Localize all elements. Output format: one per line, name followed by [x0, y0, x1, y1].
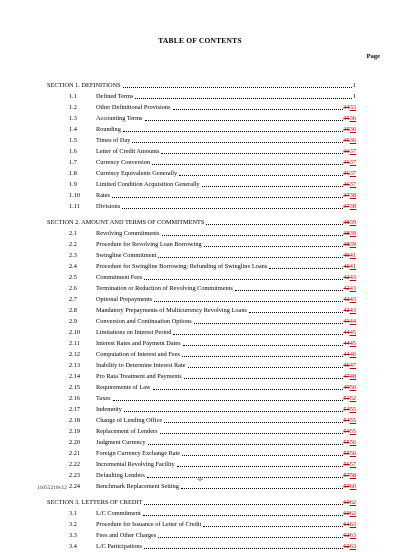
toc-entry-row [0, 519, 400, 530]
toc-entry-row [0, 91, 400, 102]
deleted-page-number: 55 [343, 450, 350, 457]
toc-dot-leader [173, 333, 343, 335]
toc-page-ref [331, 102, 356, 113]
toc-entry-row [0, 250, 400, 261]
deleted-page-number: 60 [343, 499, 350, 506]
toc-entry-number: 2.8 [69, 307, 77, 314]
inserted-page-number: 55 [349, 428, 356, 435]
toc-entry-number: 1.11 [69, 203, 80, 210]
toc-entry-number: 3.3 [69, 532, 77, 539]
toc-section-title: SECTION 3. LETTERS OF CREDIT [47, 499, 143, 506]
toc-dot-leader [145, 119, 343, 121]
deleted-page-number: 38 [343, 241, 350, 248]
toc-entry-row [0, 426, 400, 437]
toc-entry-title: Taxes [96, 395, 111, 402]
toc-page-ref [331, 294, 356, 305]
toc-entry-number: 1.2 [69, 104, 77, 111]
deleted-page-number: 35 [343, 137, 350, 144]
toc-page-ref [331, 382, 356, 393]
toc-entry-title: Defaulting Lenders [96, 472, 145, 479]
toc-page-ref [331, 250, 356, 261]
toc-page-ref [331, 426, 356, 437]
inserted-page-number: 62 [349, 499, 356, 506]
toc-entry-row [0, 508, 400, 519]
toc-entry-title: L/C Commitment [96, 510, 141, 517]
inserted-page-number: 44 [349, 318, 356, 325]
toc-title: TABLE OF CONTENTS [158, 36, 242, 45]
toc-entry-number: 2.13 [69, 362, 81, 369]
deleted-page-number: 44 [343, 329, 350, 336]
toc-entry-number: 2.9 [69, 318, 77, 325]
toc-entry-row [0, 201, 400, 212]
toc-dot-leader [154, 300, 343, 302]
toc-entry-number: 1.7 [69, 159, 77, 166]
toc-page-ref [331, 360, 356, 371]
toc-entry-title: Rates [96, 192, 110, 199]
inserted-page-number: 43 [349, 274, 356, 281]
toc-page-ref [331, 228, 356, 239]
toc-entry-title: Conversion and Continuation Options [96, 318, 192, 325]
toc-page-ref [331, 349, 356, 360]
toc-entry-number: 2.12 [69, 351, 81, 358]
inserted-page-number: 36 [349, 126, 356, 133]
toc-entry-title: Rounding [96, 126, 121, 133]
toc-entry-row [0, 360, 400, 371]
toc-section-row [0, 80, 400, 91]
toc-dot-leader [144, 547, 343, 549]
deleted-page-number: 37 [343, 203, 350, 210]
deleted-page-number: 37 [343, 192, 350, 199]
toc-dot-leader [184, 377, 343, 379]
toc-entry-title: Limitations on Interest Period [96, 329, 172, 336]
deleted-page-number: 55 [343, 439, 350, 446]
toc-section-title: SECTION 1. DEFINITIONS [47, 82, 121, 89]
toc-entry-number: 2.16 [69, 395, 81, 402]
inserted-page-number: 36 [349, 137, 356, 144]
deleted-page-number: 44 [343, 351, 350, 358]
toc-page-ref [331, 338, 356, 349]
deleted-page-number: 42 [343, 296, 350, 303]
toc-page-ref [331, 305, 356, 316]
toc-entry-title: Optional Prepayments [96, 296, 153, 303]
toc-entry-row [0, 349, 400, 360]
toc-dot-leader [144, 278, 343, 280]
deleted-page-number: 36 [343, 170, 350, 177]
toc-entry-number: 3.1 [69, 510, 77, 517]
toc-entry-number: 1.5 [69, 137, 77, 144]
toc-entry-title: Foreign Currency Exchange Rate [96, 450, 181, 457]
toc-entry-row [0, 190, 400, 201]
toc-entry-number: 2.20 [69, 439, 81, 446]
toc-entry-number: 2.10 [69, 329, 81, 336]
toc-dot-leader [153, 388, 343, 390]
deleted-page-number: 36 [343, 148, 350, 155]
toc-entry-row [0, 239, 400, 250]
toc-entry-number: 2.22 [69, 461, 81, 468]
toc-entry-number: 1.10 [69, 192, 81, 199]
toc-dot-leader [204, 245, 343, 247]
inserted-page-number: 55 [349, 417, 356, 424]
toc-dot-leader [202, 185, 343, 187]
toc-entry-number: 2.23 [69, 472, 81, 479]
inserted-page-number: 39 [349, 241, 356, 248]
toc-dot-leader [182, 355, 343, 357]
toc-entry-row [0, 393, 400, 404]
toc-entry-row [0, 371, 400, 382]
toc-page-ref [331, 80, 356, 91]
deleted-page-number: 60 [343, 510, 350, 517]
toc-dot-leader [158, 536, 343, 538]
toc-entry-number: 2.15 [69, 384, 81, 391]
toc-entry-title: Accounting Terms [96, 115, 143, 122]
toc-entry-row [0, 404, 400, 415]
toc-dot-leader [158, 256, 343, 258]
toc-entry-row [0, 228, 400, 239]
toc-entry-number: 2.1 [69, 230, 77, 237]
toc-dot-leader [123, 86, 352, 88]
toc-entry-title: Currency Equivalents Generally [96, 170, 178, 177]
deleted-page-number: 56 [343, 461, 350, 468]
deleted-page-number: 51 [343, 395, 350, 402]
toc-entry-row [0, 327, 400, 338]
toc-page-ref [331, 459, 356, 470]
deleted-page-number: 35 [343, 126, 350, 133]
toc-entry-title: Currency Conversion [96, 159, 151, 166]
document-id: 11055218v12 [37, 485, 68, 491]
deleted-page-number: 49 [343, 384, 350, 391]
toc-entry-title: Interest Rates and Payment Dates [96, 340, 181, 347]
toc-page-ref [331, 190, 356, 201]
toc-entry-number: 2.6 [69, 285, 77, 292]
inserted-page-number: 57 [349, 461, 356, 468]
toc-page-ref [331, 448, 356, 459]
toc-page-ref [331, 261, 356, 272]
deleted-page-number: 54 [343, 406, 350, 413]
inserted-page-number: 41 [349, 263, 356, 270]
toc-dot-leader [122, 207, 343, 209]
toc-page-ref [331, 437, 356, 448]
toc-dot-leader [183, 344, 343, 346]
toc-page-ref [331, 283, 356, 294]
toc-entry-row [0, 283, 400, 294]
inserted-page-number: 63 [349, 543, 356, 550]
toc-entry-title: Incremental Revolving Facility [96, 461, 175, 468]
deleted-page-number: 47 [343, 373, 350, 380]
toc-page-ref [331, 146, 356, 157]
toc-page-ref [331, 415, 356, 426]
toc-entry-number: 2.4 [69, 263, 77, 270]
toc-entry-number: 3.4 [69, 543, 77, 550]
deleted-page-number: 54 [343, 417, 350, 424]
toc-entry-row [0, 437, 400, 448]
toc-entry-title: Fees and Other Charges [96, 532, 157, 539]
toc-entry-row [0, 459, 400, 470]
inserted-page-number: 58 [349, 472, 356, 479]
toc-entry-title: Other Definitional Provisions [96, 104, 171, 111]
toc-entry-title: Commitment Fees [96, 274, 143, 281]
toc-entry-title: Change of Lending Office [96, 417, 163, 424]
toc-dot-leader [143, 514, 343, 516]
toc-entry-number: 2.7 [69, 296, 77, 303]
inserted-page-number: 62 [349, 510, 356, 517]
deleted-page-number: 34 [343, 104, 350, 111]
toc-entry-title: Swingline Commitment [96, 252, 157, 259]
deleted-page-number: 62 [343, 532, 350, 539]
deleted-page-number: 36 [343, 159, 350, 166]
toc-entry-title: Mandatory Prepayments of Multicurrency Revolving Loans [96, 307, 247, 314]
toc-dot-leader [135, 97, 352, 99]
toc-page-ref [331, 393, 356, 404]
inserted-page-number: 37 [349, 170, 356, 177]
toc-entry-title: L/C Participations [96, 543, 142, 550]
toc-entry-number: 2.11 [69, 340, 80, 347]
deleted-page-number: 35 [343, 115, 350, 122]
toc-entry-number: 2.2 [69, 241, 77, 248]
toc-dot-leader [112, 196, 343, 198]
inserted-page-number: 43 [349, 285, 356, 292]
toc-entry-number: 1.3 [69, 115, 77, 122]
toc-section-row [0, 217, 400, 228]
toc-page-ref [331, 272, 356, 283]
toc-dot-leader [164, 421, 343, 423]
toc-entry-row [0, 338, 400, 349]
toc-entry-row [0, 135, 400, 146]
toc-entry-row [0, 382, 400, 393]
toc-page-ref [331, 168, 356, 179]
toc-entry-title: Revolving Commitments [96, 230, 160, 237]
toc-dot-leader [162, 234, 343, 236]
inserted-page-number: 45 [349, 340, 356, 347]
inserted-page-number: 48 [349, 373, 356, 380]
toc-entry-row [0, 113, 400, 124]
deleted-page-number: 46 [343, 362, 350, 369]
page-number: -i- [196, 476, 204, 483]
inserted-page-number: 63 [349, 532, 356, 539]
toc-entry-title: Judgment Currency [96, 439, 146, 446]
toc-entry-title: Limited Condition Acquisition Generally [96, 181, 200, 188]
deleted-page-number: 40 [343, 263, 350, 270]
toc-entry-title: Defined Terms [96, 93, 134, 100]
deleted-page-number: 38 [343, 219, 350, 226]
toc-dot-leader [181, 487, 343, 489]
toc-entry-number: 3.2 [69, 521, 77, 528]
inserted-page-number: 37 [349, 159, 356, 166]
deleted-page-number: 38 [343, 230, 350, 237]
toc-entry-number: 2.24 [69, 483, 81, 490]
toc-dot-leader [173, 108, 343, 110]
deleted-page-number: 61 [343, 521, 350, 528]
toc-page-ref [331, 157, 356, 168]
toc-dot-leader [182, 454, 343, 456]
toc-entry-row [0, 124, 400, 135]
deleted-page-number: 62 [343, 543, 350, 550]
inserted-page-number: 38 [349, 192, 356, 199]
toc-entry-row [0, 448, 400, 459]
toc-entry-title: Benchmark Replacement Setting [96, 483, 179, 490]
toc-dot-leader [144, 503, 343, 505]
toc-dot-leader [206, 223, 343, 225]
deleted-page-number: 54 [343, 428, 350, 435]
inserted-page-number: 33 [349, 104, 356, 111]
toc-entry-title: Pro Rata Treatment and Payments [96, 373, 182, 380]
inserted-page-number: 56 [349, 450, 356, 457]
toc-dot-leader [188, 366, 343, 368]
deleted-page-number: 57 [343, 472, 350, 479]
toc-entry-number: 2.19 [69, 428, 81, 435]
inserted-page-number: 50 [349, 384, 356, 391]
inserted-page-number: 38 [349, 203, 356, 210]
toc-entry-title: Termination or Reduction of Revolving Commitments [96, 285, 233, 292]
deleted-page-number: 42 [343, 274, 350, 281]
toc-entry-number: 2.5 [69, 274, 77, 281]
toc-entry-title: Inability to Determine Interest Rate [96, 362, 186, 369]
toc-dot-leader [124, 410, 343, 412]
inserted-page-number: 46 [349, 351, 356, 358]
deleted-page-number: 42 [343, 307, 350, 314]
toc-entry-title: Divisions [96, 203, 121, 210]
toc-entry-row [0, 272, 400, 283]
toc-entry-row [0, 415, 400, 426]
toc-dot-leader [113, 399, 343, 401]
deleted-page-number: 42 [343, 285, 350, 292]
inserted-page-number: 60 [349, 483, 356, 490]
toc-dot-leader [161, 152, 343, 154]
toc-entry-title: Procedure for Swingline Borrowing; Refunding of Swingline Loans [96, 263, 268, 270]
toc-page-ref [331, 519, 356, 530]
toc-dot-leader [249, 311, 343, 313]
inserted-page-number: 39 [349, 219, 356, 226]
toc-dot-leader [123, 130, 343, 132]
inserted-page-number: 55 [349, 406, 356, 413]
inserted-page-number: 63 [349, 521, 356, 528]
toc-entry-title: Indemnity [96, 406, 122, 413]
toc-dot-leader [203, 525, 343, 527]
toc-section-title: SECTION 2. AMOUNT AND TERMS OF COMMITMENTS [47, 219, 205, 226]
toc-entry-number: 2.17 [69, 406, 81, 413]
toc-page-ref [331, 530, 356, 541]
toc-page-ref [331, 316, 356, 327]
toc-page-ref [331, 239, 356, 250]
page-number-ref: 1 [352, 93, 356, 100]
toc-entry-title: Replacement of Lenders [96, 428, 158, 435]
toc-entry-number: 1.6 [69, 148, 77, 155]
toc-entry-number: 2.3 [69, 252, 77, 259]
toc-entry-number: 2.14 [69, 373, 81, 380]
inserted-page-number: 36 [349, 115, 356, 122]
toc-page-ref [331, 201, 356, 212]
toc-dot-leader [160, 432, 343, 434]
toc-entry-title: Procedure for Revolving Loan Borrowing [96, 241, 202, 248]
inserted-page-number: 37 [349, 181, 356, 188]
deleted-page-number: 40 [343, 252, 350, 259]
toc-entry-number: 1.9 [69, 181, 77, 188]
toc-page-ref [331, 404, 356, 415]
inserted-page-number: 43 [349, 296, 356, 303]
inserted-page-number: 56 [349, 439, 356, 446]
inserted-page-number: 37 [349, 148, 356, 155]
inserted-page-number: 45 [349, 329, 356, 336]
toc-entry-number: 1.1 [69, 93, 77, 100]
toc-page-ref [331, 371, 356, 382]
toc-dot-leader [179, 174, 343, 176]
toc-entry-number: 1.8 [69, 170, 77, 177]
inserted-page-number: 39 [349, 230, 356, 237]
inserted-page-number: 41 [349, 252, 356, 259]
deleted-page-number: 44 [343, 340, 350, 347]
toc-entry-row [0, 102, 400, 113]
toc-page-ref [331, 124, 356, 135]
toc-entry-row [0, 541, 400, 552]
toc-page-ref [331, 179, 356, 190]
toc-page-ref [331, 541, 356, 552]
toc-entry-row [0, 157, 400, 168]
toc-page-ref [331, 113, 356, 124]
inserted-page-number: 47 [349, 362, 356, 369]
toc-entry-row [0, 179, 400, 190]
inserted-page-number: 43 [349, 307, 356, 314]
toc-dot-leader [152, 163, 343, 165]
inserted-page-number: 52 [349, 395, 356, 402]
toc-page-ref [331, 327, 356, 338]
toc-page-ref [331, 497, 356, 508]
page-number-ref: 1 [352, 82, 356, 89]
deleted-page-number: 43 [343, 318, 350, 325]
toc-entry-title: Letter of Credit Amounts [96, 148, 160, 155]
toc-page-ref [331, 135, 356, 146]
toc-entry-row [0, 305, 400, 316]
deleted-page-number: 36 [343, 181, 350, 188]
toc-entry-number: 2.18 [69, 417, 81, 424]
toc-entry-row [0, 261, 400, 272]
toc-page-ref [331, 217, 356, 228]
toc-entry-row [0, 316, 400, 327]
toc-dot-leader [132, 141, 343, 143]
toc-entry-title: Procedure for Issuance of Letter of Credit [96, 521, 202, 528]
toc-entry-title: Requirements of Law [96, 384, 151, 391]
toc-entry-number: 2.21 [69, 450, 81, 457]
deleted-page-number: 59 [343, 483, 350, 490]
toc-dot-leader [148, 443, 343, 445]
toc-page-ref [331, 91, 356, 102]
toc-page-ref [331, 508, 356, 519]
toc-entry-title: Computation of Interest and Fees [96, 351, 180, 358]
toc-dot-leader [235, 289, 343, 291]
toc-entry-row [0, 146, 400, 157]
toc-entry-title: Times of Day [96, 137, 131, 144]
toc-section-row [0, 497, 400, 508]
toc-entry-row [0, 530, 400, 541]
toc-entry-number: 1.4 [69, 126, 77, 133]
toc-dot-leader [177, 465, 343, 467]
toc-dot-leader [194, 322, 343, 324]
page-column-header: Page [366, 53, 380, 60]
toc-entry-row [0, 294, 400, 305]
toc-entry-row [0, 168, 400, 179]
